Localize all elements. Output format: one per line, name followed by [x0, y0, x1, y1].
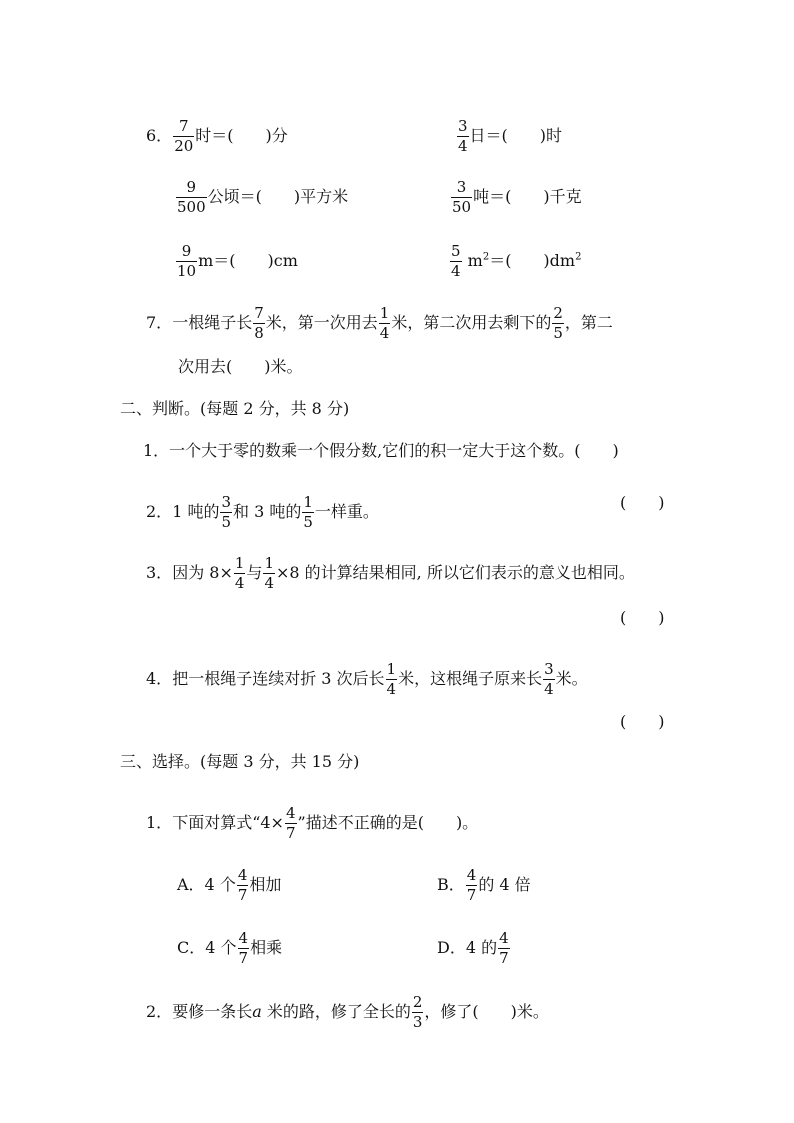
q7-line1: 7．一根绳子长 $\frac{7}{8}$ 米，第一次用去 $\frac{1}{4}$ 米，第二次用去剩下的 $\frac{2}{5}$ ，第二 — [146, 304, 613, 342]
s3-q1-option-b: B． $\frac{4}{7}$ 的 4 倍 — [437, 866, 531, 904]
fraction: $\frac{3}{50}$ — [452, 178, 472, 216]
fraction: $\frac{4}{7}$ — [238, 929, 249, 967]
q6-row2-left: $\frac{9}{500}$ 公顷＝( )平方米 — [177, 178, 349, 216]
fraction: $\frac{4}{7}$ — [237, 866, 248, 904]
q6-row1-left: 6． $\frac{7}{20}$ 时＝( )分 — [146, 117, 288, 155]
fraction: $\frac{7}{20}$ — [174, 117, 194, 155]
fraction: $\frac{3}{5}$ — [221, 493, 232, 531]
s2-q4-answer-paren: ( ) — [620, 712, 665, 731]
s2-q3: 3．因为 8× $\frac{1}{4}$ 与 $\frac{1}{4}$ ×8 的计算结果相同, 所以它们表示的意义也相同。 — [146, 554, 635, 592]
s3-q2: 2．要修一条长a 米的路，修了全长的 $\frac{2}{3}$ ，修了( )米。 — [146, 993, 549, 1031]
fraction: $\frac{4}{7}$ — [285, 804, 296, 842]
s3-q1-option-d: D．4 的 $\frac{4}{7}$ — [437, 929, 509, 967]
fraction: $\frac{2}{3}$ — [412, 993, 423, 1031]
fraction: $\frac{1}{5}$ — [303, 493, 313, 531]
s2-q1: 1．一个大于零的数乘一个假分数,它们的积一定大于这个数。( ) — [143, 441, 619, 460]
q7-line2: 次用去( )米。 — [178, 357, 303, 376]
fraction: $\frac{1}{4}$ — [264, 554, 274, 592]
q6-row1-right: $\frac{3}{4}$ 日＝( )时 — [458, 117, 563, 155]
fraction: $\frac{2}{5}$ — [553, 304, 563, 342]
fraction: $\frac{4}{7}$ — [466, 866, 477, 904]
s3-q1-option-a: A．4 个 $\frac{4}{7}$ 相加 — [177, 866, 282, 904]
question-number: 3． — [146, 563, 173, 582]
s3-q1-option-c: C．4 个 $\frac{4}{7}$ 相乘 — [177, 929, 283, 967]
s3-q1: 1．下面对算式“4× $\frac{4}{7}$ ”描述不正确的是( )。 — [146, 804, 479, 842]
s2-q4: 4．把一根绳子连续对折 3 次后长 $\frac{1}{4}$ 米，这根绳子原来长 $\frac{3}{4}$ 米。 — [146, 660, 588, 698]
section-2-title: 二、判断。(每题 2 分，共 8 分) — [120, 399, 350, 418]
s2-q3-answer-paren: ( ) — [620, 608, 665, 627]
question-number: 1． — [146, 813, 173, 832]
fraction: $\frac{1}{4}$ — [386, 660, 397, 698]
fraction: $\frac{1}{4}$ — [234, 554, 245, 592]
fraction: $\frac{1}{4}$ — [379, 304, 390, 342]
fraction: $\frac{3}{4}$ — [458, 117, 468, 155]
fraction: $\frac{4}{7}$ — [499, 929, 509, 967]
q6-row2-right: $\frac{3}{50}$ 吨＝( )千克 — [452, 178, 582, 216]
question-number: 7． — [146, 313, 173, 332]
fraction: $\frac{7}{8}$ — [254, 304, 264, 342]
q6-row3-left: $\frac{9}{10}$ m＝( )cm — [177, 242, 298, 280]
variable-a: a — [252, 1002, 262, 1021]
q6-row3-right: $\frac{5}{4}$ $m^2=$( )$dm^2$ — [451, 242, 582, 280]
fraction: $\frac{9}{500}$ — [177, 178, 206, 216]
question-number: 6． — [146, 126, 173, 145]
question-number: 2． — [146, 502, 173, 521]
fraction: $\frac{3}{4}$ — [544, 660, 554, 698]
question-number: 4． — [146, 669, 173, 688]
section-3-title: 三、选择。(每题 3 分，共 15 分) — [120, 752, 360, 771]
s2-q2-answer-paren: ( ) — [620, 493, 665, 512]
question-number: 2． — [146, 1002, 173, 1021]
fraction: $\frac{9}{10}$ — [177, 242, 197, 280]
fraction: $\frac{5}{4}$ — [451, 242, 461, 280]
s2-q2: 2．1 吨的 $\frac{3}{5}$ 和 3 吨的 $\frac{1}{5}$ 一样重。 — [146, 493, 379, 531]
